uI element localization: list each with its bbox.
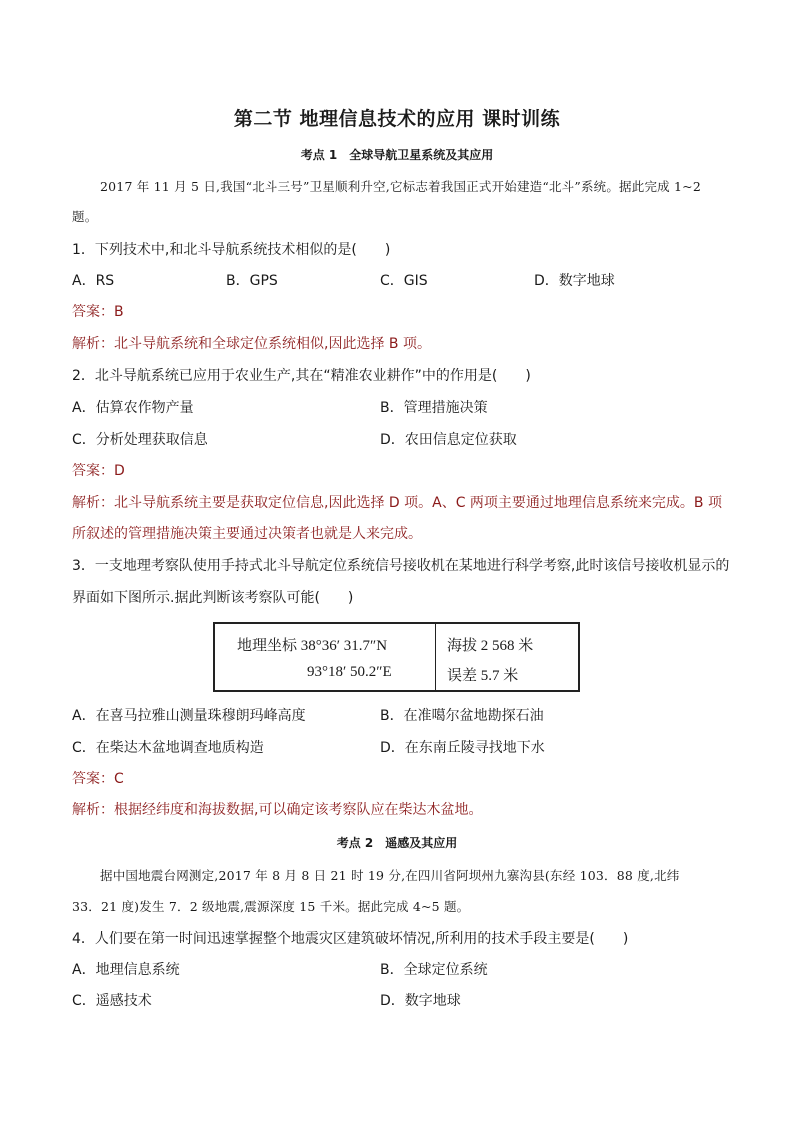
question-1-option-d: D．数字地球: [534, 273, 615, 289]
question-3-option-d: D．在东南丘陵寻找地下水: [380, 740, 545, 756]
question-3-option-c: C．在柴达木盆地调查地质构造: [72, 740, 264, 756]
question-1-analysis: 解析：北斗导航系统和全球定位系统相似,因此选择 B 项。: [72, 336, 431, 352]
section-heading-1: 考点 1 全球导航卫星系统及其应用: [300, 148, 494, 162]
question-3-stem-line2: 界面如下图所示.据此判断该考察队可能( ): [72, 590, 354, 606]
intro-text-2-line2: 33．21 度)发生 7．2 级地震,震源深度 15 千米。据此完成 4~5 题。: [72, 899, 470, 914]
question-1-option-c: C．GIS: [380, 273, 428, 289]
question-4-option-a: A．地理信息系统: [72, 962, 180, 978]
error-value: 误差 5.7 米: [447, 668, 519, 684]
gps-receiver-display: [213, 622, 580, 692]
intro-text-2-line1: 据中国地震台网测定,2017 年 8 月 8 日 21 时 19 分,在四川省阿坝州九寨沟县(东经 103．88 度,北纬: [100, 868, 680, 883]
question-4-option-c: C．遥感技术: [72, 993, 152, 1009]
question-3-analysis: 解析：根据经纬度和海拔数据,可以确定该考察队应在柴达木盆地。: [72, 802, 483, 818]
question-3-option-a: A．在喜马拉雅山测量珠穆朗玛峰高度: [72, 708, 306, 724]
question-3-option-b: B．在准噶尔盆地勘探石油: [380, 708, 544, 724]
altitude-value: 海拔 2 568 米: [447, 638, 534, 654]
question-3-answer: 答案：C: [72, 771, 124, 787]
question-4-stem: 4．人们要在第一时间迅速掌握整个地震灾区建筑破坏情况,所利用的技术手段主要是( ): [72, 931, 629, 947]
display-divider: [435, 624, 436, 690]
question-2-answer: 答案：D: [72, 463, 125, 479]
question-2-option-a: A．估算农作物产量: [72, 400, 194, 416]
question-2-analysis-line1: 解析：北斗导航系统主要是获取定位信息,因此选择 D 项。A、C 两项主要通过地理信息系统来完成。B 项: [72, 495, 722, 511]
latitude-value: 38°36′ 31.7″N: [300, 638, 388, 654]
question-2-option-d: D．农田信息定位获取: [380, 432, 517, 448]
question-1-stem: 1．下列技术中,和北斗导航系统技术相似的是( ): [72, 242, 391, 258]
section-heading-2: 考点 2 遥感及其应用: [336, 836, 458, 850]
intro-text-1-line2: 题。: [72, 209, 98, 224]
question-2-option-c: C．分析处理获取信息: [72, 432, 208, 448]
question-1-option-b: B．GPS: [226, 273, 278, 289]
question-4-option-b: B．全球定位系统: [380, 962, 488, 978]
coordinate-label: 地理坐标: [237, 638, 298, 654]
page-title: 第二节 地理信息技术的应用 课时训练: [233, 108, 561, 130]
question-4-option-d: D．数字地球: [380, 993, 461, 1009]
intro-text-1-line1: 2017 年 11 月 5 日,我国“北斗三号”卫星顺利升空,它标志着我国正式开始建造“北斗”系统。据此完成 1~2: [100, 179, 701, 194]
question-2-analysis-line2: 所叙述的管理措施决策主要通过决策者也就是人来完成。: [72, 526, 422, 542]
question-1-option-a: A．RS: [72, 273, 115, 289]
question-1-answer: 答案：B: [72, 304, 124, 320]
longitude-value: 93°18′ 50.2″E: [307, 664, 392, 680]
question-3-stem-line1: 3．一支地理考察队使用手持式北斗导航定位系统信号接收机在某地进行科学考察,此时该信号接收机显示的: [72, 558, 730, 574]
question-2-stem: 2．北斗导航系统已应用于农业生产,其在“精准农业耕作”中的作用是( ): [72, 368, 531, 384]
question-2-option-b: B．管理措施决策: [380, 400, 488, 416]
